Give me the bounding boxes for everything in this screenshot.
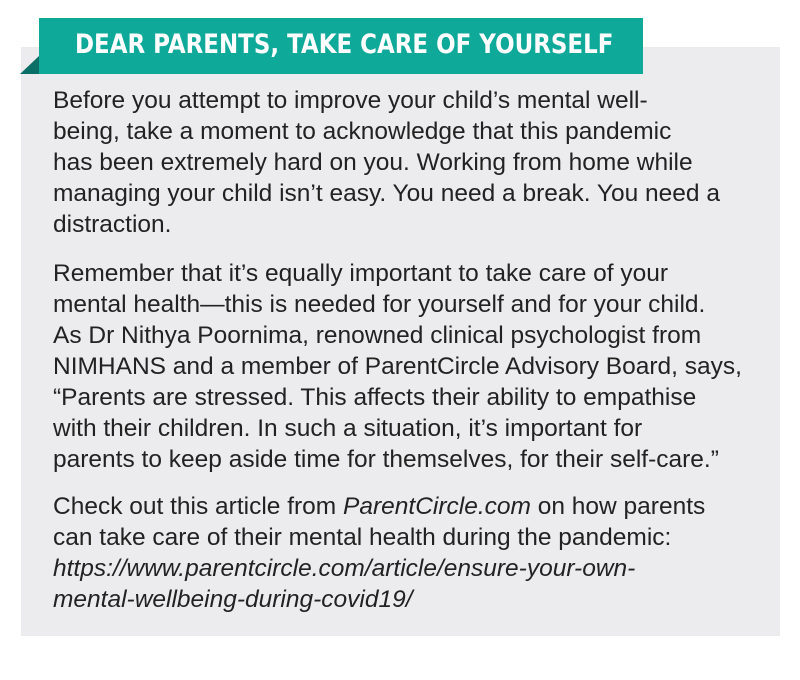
text-line: Remember that it’s equally important to take care of your <box>53 260 669 287</box>
paragraph-1 <box>53 85 770 240</box>
text-line: managing your child isn’t easy. You need a break. You need a <box>53 180 720 207</box>
text-line: Before you attempt to improve your child’s mental well- <box>53 87 648 114</box>
banner-fold <box>20 56 39 74</box>
text-line: NIMHANS and a member of ParentCircle Advisory Board, says, <box>53 353 742 380</box>
text-line: has been extremely hard on you. Working from home while <box>53 149 693 176</box>
article-url-line: https://www.parentcircle.com/article/ensure-your-own- <box>53 555 636 582</box>
title-banner <box>20 18 643 74</box>
site-name: ParentCircle.com <box>343 493 531 520</box>
text-line: can take care of their mental health during the pandemic: <box>53 524 672 551</box>
box-content <box>53 85 770 615</box>
box-title: DEAR PARENTS, TAKE CARE OF YOURSELF <box>75 29 614 60</box>
text-line: distraction. <box>53 211 172 238</box>
text-line: with their children. In such a situation, it’s important for <box>53 415 643 442</box>
text-line: As Dr Nithya Poornima, renowned clinical psychologist from <box>53 322 702 349</box>
text-segment: on how parents <box>530 493 706 520</box>
text-line: “Parents are stressed. This affects their ability to empathise <box>53 384 697 411</box>
article-url-line: mental-wellbeing-during-covid19/ <box>53 586 413 613</box>
paragraph-3 <box>53 491 770 615</box>
text-segment: Check out this article from <box>53 493 344 520</box>
text-line <box>53 491 770 522</box>
text-line: parents to keep aside time for themselves, for their self-care.” <box>53 446 719 473</box>
banner-background <box>39 18 643 74</box>
text-line: mental health—this is needed for yourself and for your child. <box>53 291 706 318</box>
paragraph-2 <box>53 258 770 475</box>
text-line: being, take a moment to acknowledge that this pandemic <box>53 118 672 145</box>
